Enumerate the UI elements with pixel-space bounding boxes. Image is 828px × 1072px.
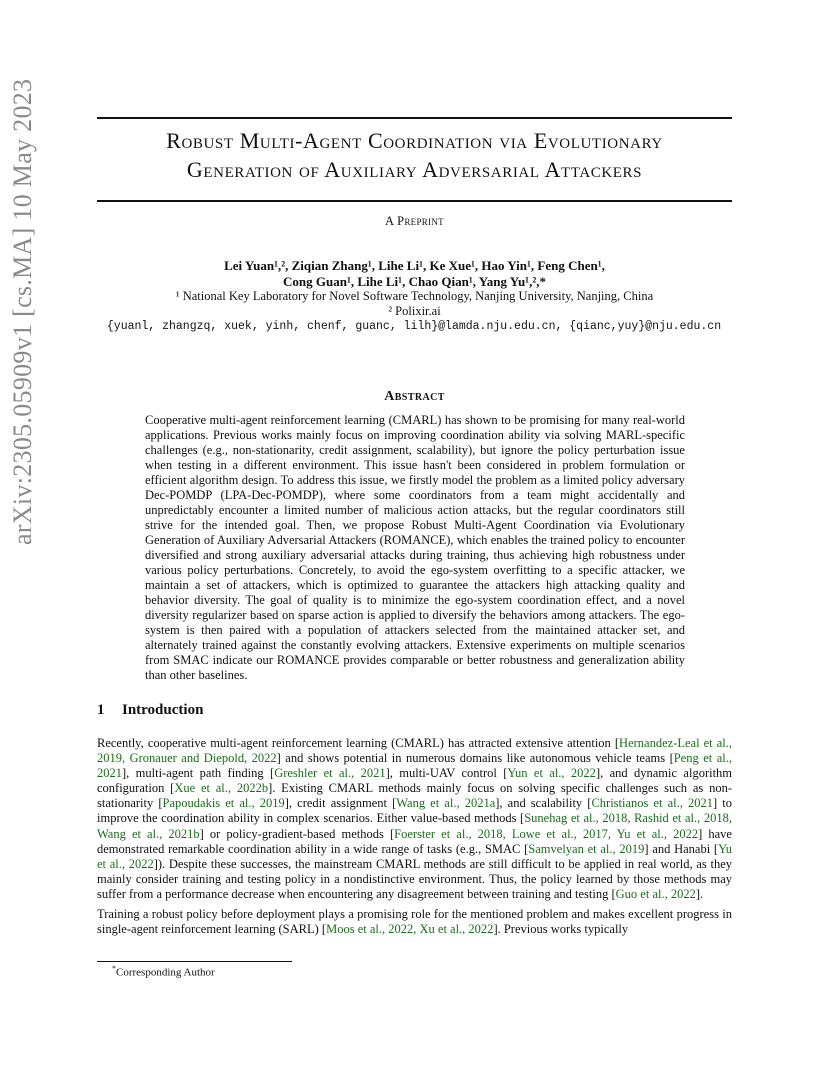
citation-link[interactable]: Xue et al., 2022b [174,781,269,796]
author-line-2: Cong Guan¹, Lihe Li¹, Chao Qian¹, Yang Yu¹,²,* [283,274,546,289]
citation-link[interactable]: Wang et al., 2021a [396,796,496,811]
footnote-text: Corresponding Author [116,966,215,979]
affiliation-1: ¹ National Key Laboratory for Novel Software Technology, Nanjing University, Nanjing, China [175,289,654,303]
author-list [97,258,732,290]
citation-link[interactable]: Christianos et al., 2021 [591,796,714,811]
author-line-1: Lei Yuan¹,², Ziqian Zhang¹, Lihe Li¹, Ke Xue¹, Hao Yin¹, Feng Chen¹, [224,258,605,273]
affiliation-2: ² Polixir.ai [388,304,441,318]
abstract-heading: Abstract [384,389,445,404]
citation-link[interactable]: Moos et al., 2022, Xu et al., 2022 [326,922,494,937]
citation-link[interactable]: Greshler et al., 2021 [274,766,386,781]
citation-link[interactable]: Samvelyan et al., 2019 [528,841,645,856]
footnote-rule [97,961,292,962]
citation-link[interactable]: Hernandez-Leal et al., 2019, Gronauer and Diepold, 2022 [97,736,732,766]
section-title: Introduction [122,702,204,718]
citation-link[interactable]: Foerster et al., 2018, Lowe et al., 2017, Yu et al., 2022 [394,826,699,841]
paper-title [97,126,732,184]
affiliations [97,289,732,319]
title-line-1: Robust Multi-Agent Coordination via Evolutionary [166,128,663,153]
footnote [112,964,215,979]
preprint-label: A Preprint [385,214,444,228]
citation-link[interactable]: Yun et al., 2022 [507,766,596,781]
citation-link[interactable]: Guo et al., 2022 [615,886,696,901]
citation-link[interactable]: Sunehag et al., 2018, Rashid et al., 2018, Wang et al., 2021b [97,811,733,841]
intro-paragraph-2: Training a robust policy before deployment plays a promising role for the mentioned problem and makes excellent progress in single-agent reinforcement learning (SARL) [Moos et al., 2022, Xu et al., 2022]. Previous works typically [97,907,732,937]
section-heading-introduction [97,702,203,719]
title-rule-top [97,117,732,119]
arxiv-identifier: arXiv:2305.05909v1 [cs.MA] 10 May 2023 [8,78,37,545]
citation-link[interactable]: Yu et al., 2022 [97,841,732,871]
citation-link[interactable]: Papoudakis et al., 2019 [162,796,285,811]
intro-paragraph-1: Recently, cooperative multi-agent reinforcement learning (CMARL) has attracted extensive attention [Hernandez-Leal et al., 2019, Gronauer and Diepold, 2022] and shows potential in numerous domains like autonomous vehicle teams [Peng et al., 2021], multi-agent path finding [Greshler et al., 2021], multi-UAV control [Yun et al., 2022], and dynamic algorithm configuration [Xue et al., 2022b]. Existing CMARL methods mainly focus on solving specific challenges such as non-stationarity [Papoudakis et al., 2019], credit assignment [Wang et al., 2021a], and scalability [Christianos et al., 2021] to improve the coordination ability in complex scenarios. Either value-based methods [Sunehag et al., 2018, Rashid et al., 2018, Wang et al., 2021b] or policy-gradient-based methods [Foerster et al., 2018, Lowe et al., 2017, Yu et al., 2022] have demonstrated remarkable coordination ability in a wide range of tasks (e.g., SMAC [Samvelyan et al., 2019] and Hanabi [Yu et al., 2022]). Despite these successes, the mainstream CMARL methods are still difficult to be applied in real world, as they mainly consider training and testing policy in a nondistinctive environment. Thus, the policy learned by those methods may suffer from a performance decrease when encountering any disagreement between training and testing [Guo et al., 2022]. [97,736,733,901]
footnote-mark: * [112,964,116,973]
citation-link[interactable]: Peng et al., 2021 [97,751,732,781]
abstract-body: Cooperative multi-agent reinforcement learning (CMARL) has shown to be promising for many real-world applications. Previous works mainly focus on improving coordination ability via solving MARL-specific challenges (e.g., non-stationarity, credit assignment, scalability), but ignore the policy perturbation issue when testing in a different environment. This issue hasn't been considered in problem formulation or efficient algorithm design. To address this issue, we firstly model the problem as a limited policy adversary Dec-POMDP (LPA-Dec-POMDP), where some coordinators from a team might accidentally and unpredictably encounter a limited number of malicious action attacks, but the regular coordinators still strive for the intended goal. Then, we propose Robust Multi-Agent Coordination via Evolutionary Generation of Auxiliary Adversarial Attackers (ROMANCE), which enables the trained policy to encounter diversified and strong auxiliary adversarial attacks during training, thus achieving high robustness under various policy perturbations. Concretely, to avoid the ego-system overfitting to a specific attacker, we maintain a set of attackers, which is optimized to guarantee the attackers high attacking quality and behavior diversity. The goal of quality is to minimize the ego-system coordination effect, and a novel diversity regularizer based on sparse action is applied to diversify the behaviors among attackers. The ego-system is then paired with a population of attackers selected from the maintained attacker set, and alternately trained against the constantly evolving attackers. Extensive experiments on multiple scenarios from SMAC indicate our ROMANCE provides comparable or better robustness and generalization ability than other baselines. [145,413,685,682]
title-rule-bottom [97,200,732,202]
section-number: 1 [97,702,105,718]
introduction-body [97,736,732,942]
title-line-2: Generation of Auxiliary Adversarial Attackers [186,157,643,182]
author-emails: {yuanl, zhangzq, xuek, yinh, chenf, guanc, lilh}@lamda.nju.edu.cn, {qianc,yuy}@nju.edu.cn [106,320,722,333]
